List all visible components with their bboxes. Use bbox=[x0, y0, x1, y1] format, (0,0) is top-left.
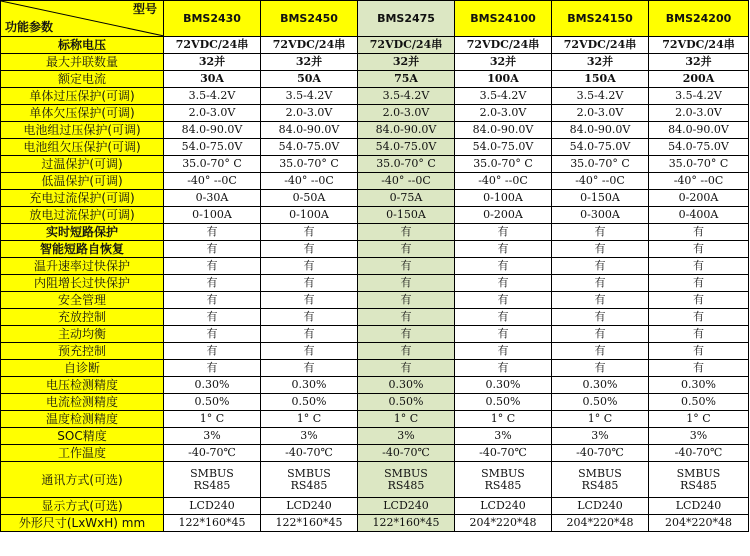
spec-cell: 54.0-75.0V bbox=[261, 139, 358, 156]
spec-cell: 有 bbox=[164, 275, 261, 292]
spec-cell: 1° C bbox=[261, 411, 358, 428]
spec-cell: 122*160*45 bbox=[358, 515, 455, 532]
spec-cell: 3% bbox=[358, 428, 455, 445]
model-header: BMS2475 bbox=[358, 1, 455, 37]
spec-row bbox=[1, 190, 749, 207]
row-label: 单体过压保护(可调) bbox=[1, 88, 164, 105]
spec-cell: SMBUS RS485 bbox=[261, 462, 358, 498]
spec-cell: 0-30A bbox=[164, 190, 261, 207]
spec-cell: SMBUS RS485 bbox=[649, 462, 749, 498]
spec-cell: 204*220*48 bbox=[455, 515, 552, 532]
spec-cell: LCD240 bbox=[552, 498, 649, 515]
spec-cell: 有 bbox=[455, 258, 552, 275]
row-label: 充放控制 bbox=[1, 309, 164, 326]
row-label: 智能短路自恢复 bbox=[1, 241, 164, 258]
spec-cell: LCD240 bbox=[164, 498, 261, 515]
spec-cell: 有 bbox=[455, 326, 552, 343]
row-label: 主动均衡 bbox=[1, 326, 164, 343]
spec-cell: SMBUS RS485 bbox=[164, 462, 261, 498]
spec-cell: SMBUS RS485 bbox=[455, 462, 552, 498]
row-label: 电池组过压保护(可调) bbox=[1, 122, 164, 139]
spec-cell: -40-70℃ bbox=[261, 445, 358, 462]
spec-cell: -40° --0C bbox=[261, 173, 358, 190]
header-row bbox=[1, 1, 749, 37]
row-label: 最大并联数量 bbox=[1, 54, 164, 71]
spec-cell: 204*220*48 bbox=[552, 515, 649, 532]
spec-cell: 有 bbox=[164, 292, 261, 309]
spec-cell: 有 bbox=[164, 326, 261, 343]
row-label: 预充控制 bbox=[1, 343, 164, 360]
row-label: 电流检测精度 bbox=[1, 394, 164, 411]
spec-cell: 72VDC/24串 bbox=[552, 37, 649, 54]
spec-cell: 50A bbox=[261, 71, 358, 88]
spec-row bbox=[1, 275, 749, 292]
spec-cell: SMBUS RS485 bbox=[358, 462, 455, 498]
spec-cell: 54.0-75.0V bbox=[358, 139, 455, 156]
spec-cell: 有 bbox=[358, 343, 455, 360]
row-label: 单体欠压保护(可调) bbox=[1, 105, 164, 122]
spec-cell: -40-70℃ bbox=[358, 445, 455, 462]
spec-cell: 35.0-70° C bbox=[261, 156, 358, 173]
row-label: 标称电压 bbox=[1, 37, 164, 54]
spec-cell: -40° --0C bbox=[164, 173, 261, 190]
spec-cell: 有 bbox=[358, 224, 455, 241]
spec-cell: LCD240 bbox=[649, 498, 749, 515]
spec-cell: 有 bbox=[552, 275, 649, 292]
spec-row bbox=[1, 462, 749, 498]
header-corner-cell bbox=[1, 1, 164, 37]
spec-cell: 3% bbox=[552, 428, 649, 445]
spec-cell: 0-150A bbox=[552, 190, 649, 207]
spec-cell: 有 bbox=[649, 326, 749, 343]
spec-cell: 1° C bbox=[358, 411, 455, 428]
spec-cell: 204*220*48 bbox=[649, 515, 749, 532]
spec-cell: 有 bbox=[649, 275, 749, 292]
spec-cell: 35.0-70° C bbox=[649, 156, 749, 173]
spec-cell: 有 bbox=[164, 241, 261, 258]
spec-cell: 有 bbox=[552, 326, 649, 343]
spec-cell: 30A bbox=[164, 71, 261, 88]
spec-row bbox=[1, 428, 749, 445]
spec-cell: 有 bbox=[455, 275, 552, 292]
spec-cell: 0.50% bbox=[552, 394, 649, 411]
spec-cell: 3.5-4.2V bbox=[261, 88, 358, 105]
row-label: 自诊断 bbox=[1, 360, 164, 377]
row-label: 安全管理 bbox=[1, 292, 164, 309]
spec-row bbox=[1, 343, 749, 360]
spec-cell: -40-70℃ bbox=[552, 445, 649, 462]
spec-cell: 0-200A bbox=[455, 207, 552, 224]
spec-cell: 72VDC/24串 bbox=[358, 37, 455, 54]
row-label: 过温保护(可调) bbox=[1, 156, 164, 173]
spec-cell: 0.30% bbox=[261, 377, 358, 394]
spec-cell: 150A bbox=[552, 71, 649, 88]
row-label: 工作温度 bbox=[1, 445, 164, 462]
spec-cell: 有 bbox=[164, 309, 261, 326]
row-label: 放电过流保护(可调) bbox=[1, 207, 164, 224]
model-header: BMS24200 bbox=[649, 1, 749, 37]
spec-cell: 0-75A bbox=[358, 190, 455, 207]
spec-cell: 122*160*45 bbox=[164, 515, 261, 532]
spec-cell: 32并 bbox=[455, 54, 552, 71]
spec-cell: -40° --0C bbox=[358, 173, 455, 190]
spec-cell: -40° --0C bbox=[455, 173, 552, 190]
spec-cell: 有 bbox=[552, 360, 649, 377]
spec-cell: 0-100A bbox=[261, 207, 358, 224]
spec-cell: 有 bbox=[552, 343, 649, 360]
spec-cell: 32并 bbox=[261, 54, 358, 71]
spec-cell: 有 bbox=[261, 241, 358, 258]
spec-cell: 32并 bbox=[358, 54, 455, 71]
spec-cell: 有 bbox=[261, 275, 358, 292]
spec-row bbox=[1, 105, 749, 122]
spec-cell: 有 bbox=[164, 224, 261, 241]
spec-row bbox=[1, 156, 749, 173]
spec-cell: 72VDC/24串 bbox=[455, 37, 552, 54]
spec-cell: 72VDC/24串 bbox=[164, 37, 261, 54]
spec-cell: 有 bbox=[649, 309, 749, 326]
spec-cell: 0-200A bbox=[649, 190, 749, 207]
spec-row bbox=[1, 88, 749, 105]
spec-cell: 有 bbox=[358, 326, 455, 343]
spec-cell: 0.30% bbox=[164, 377, 261, 394]
spec-row bbox=[1, 292, 749, 309]
spec-cell: 有 bbox=[552, 258, 649, 275]
spec-cell: -40-70℃ bbox=[649, 445, 749, 462]
spec-cell: 0.30% bbox=[552, 377, 649, 394]
spec-row bbox=[1, 54, 749, 71]
spec-cell: 有 bbox=[455, 292, 552, 309]
spec-cell: 35.0-70° C bbox=[455, 156, 552, 173]
spec-cell: 32并 bbox=[164, 54, 261, 71]
spec-cell: 54.0-75.0V bbox=[455, 139, 552, 156]
spec-cell: 有 bbox=[164, 360, 261, 377]
spec-cell: 72VDC/24串 bbox=[649, 37, 749, 54]
spec-cell: 有 bbox=[358, 360, 455, 377]
spec-cell: 有 bbox=[649, 292, 749, 309]
spec-cell: 35.0-70° C bbox=[358, 156, 455, 173]
spec-cell: 0-100A bbox=[455, 190, 552, 207]
spec-cell: 0-300A bbox=[552, 207, 649, 224]
spec-cell: 有 bbox=[261, 224, 358, 241]
spec-cell: 1° C bbox=[552, 411, 649, 428]
spec-cell: 2.0-3.0V bbox=[261, 105, 358, 122]
spec-cell: 32并 bbox=[552, 54, 649, 71]
spec-row bbox=[1, 498, 749, 515]
spec-cell: 84.0-90.0V bbox=[164, 122, 261, 139]
spec-cell: 0-150A bbox=[358, 207, 455, 224]
row-label: 电池组欠压保护(可调) bbox=[1, 139, 164, 156]
spec-cell: -40-70℃ bbox=[164, 445, 261, 462]
spec-cell: 54.0-75.0V bbox=[164, 139, 261, 156]
spec-cell: 有 bbox=[358, 241, 455, 258]
spec-cell: 100A bbox=[455, 71, 552, 88]
spec-cell: 3.5-4.2V bbox=[649, 88, 749, 105]
spec-cell: 84.0-90.0V bbox=[261, 122, 358, 139]
spec-cell: 有 bbox=[649, 343, 749, 360]
spec-cell: 72VDC/24串 bbox=[261, 37, 358, 54]
row-label: 电压检测精度 bbox=[1, 377, 164, 394]
spec-cell: 有 bbox=[358, 309, 455, 326]
spec-cell: 122*160*45 bbox=[261, 515, 358, 532]
model-header: BMS2450 bbox=[261, 1, 358, 37]
spec-cell: 35.0-70° C bbox=[164, 156, 261, 173]
row-label: 显示方式(可选) bbox=[1, 498, 164, 515]
spec-cell: 0.50% bbox=[164, 394, 261, 411]
spec-cell: 有 bbox=[164, 343, 261, 360]
row-label: 内阻增长过快保护 bbox=[1, 275, 164, 292]
spec-body bbox=[1, 37, 749, 532]
spec-cell: 有 bbox=[261, 309, 358, 326]
spec-cell: 3% bbox=[164, 428, 261, 445]
spec-row bbox=[1, 445, 749, 462]
row-label: 充电过流保护(可调) bbox=[1, 190, 164, 207]
spec-cell: 有 bbox=[552, 309, 649, 326]
spec-row bbox=[1, 71, 749, 88]
spec-cell: 有 bbox=[455, 360, 552, 377]
spec-cell: 0.30% bbox=[455, 377, 552, 394]
spec-cell: 有 bbox=[358, 275, 455, 292]
spec-cell: 有 bbox=[261, 360, 358, 377]
spec-cell: 2.0-3.0V bbox=[455, 105, 552, 122]
spec-cell: LCD240 bbox=[455, 498, 552, 515]
spec-cell: 200A bbox=[649, 71, 749, 88]
row-label: 低温保护(可调) bbox=[1, 173, 164, 190]
spec-cell: 54.0-75.0V bbox=[649, 139, 749, 156]
spec-cell: 有 bbox=[649, 360, 749, 377]
spec-cell: 35.0-70° C bbox=[552, 156, 649, 173]
spec-cell: 有 bbox=[164, 258, 261, 275]
spec-cell: 84.0-90.0V bbox=[455, 122, 552, 139]
spec-cell: 2.0-3.0V bbox=[358, 105, 455, 122]
spec-row bbox=[1, 37, 749, 54]
spec-cell: 0-100A bbox=[164, 207, 261, 224]
model-header: BMS24150 bbox=[552, 1, 649, 37]
spec-cell: 有 bbox=[649, 224, 749, 241]
spec-cell: 0.50% bbox=[358, 394, 455, 411]
spec-row bbox=[1, 207, 749, 224]
spec-cell: 3% bbox=[649, 428, 749, 445]
spec-cell: 有 bbox=[552, 292, 649, 309]
spec-cell: 3.5-4.2V bbox=[164, 88, 261, 105]
spec-cell: SMBUS RS485 bbox=[552, 462, 649, 498]
spec-cell: 1° C bbox=[164, 411, 261, 428]
spec-cell: 0.30% bbox=[649, 377, 749, 394]
spec-cell: 有 bbox=[455, 343, 552, 360]
spec-cell: 有 bbox=[455, 309, 552, 326]
spec-cell: 2.0-3.0V bbox=[649, 105, 749, 122]
corner-function-label: 功能参数 bbox=[5, 20, 54, 34]
spec-cell: 2.0-3.0V bbox=[552, 105, 649, 122]
spec-cell: 有 bbox=[261, 343, 358, 360]
spec-cell: LCD240 bbox=[358, 498, 455, 515]
spec-cell: 0.50% bbox=[649, 394, 749, 411]
spec-cell: -40° --0C bbox=[649, 173, 749, 190]
spec-cell: LCD240 bbox=[261, 498, 358, 515]
spec-cell: 有 bbox=[261, 292, 358, 309]
spec-cell: 0-50A bbox=[261, 190, 358, 207]
spec-cell: 0.50% bbox=[455, 394, 552, 411]
spec-row bbox=[1, 139, 749, 156]
spec-cell: 1° C bbox=[649, 411, 749, 428]
spec-cell: 3.5-4.2V bbox=[358, 88, 455, 105]
spec-cell: 有 bbox=[649, 241, 749, 258]
spec-row bbox=[1, 394, 749, 411]
spec-cell: 有 bbox=[649, 258, 749, 275]
spec-cell: 3.5-4.2V bbox=[552, 88, 649, 105]
row-label: 外形尺寸(LxWxH) mm bbox=[1, 515, 164, 532]
spec-cell: 2.0-3.0V bbox=[164, 105, 261, 122]
spec-cell: 有 bbox=[552, 241, 649, 258]
row-label: SOC精度 bbox=[1, 428, 164, 445]
spec-cell: 有 bbox=[261, 326, 358, 343]
row-label: 额定电流 bbox=[1, 71, 164, 88]
spec-row bbox=[1, 122, 749, 139]
spec-row bbox=[1, 224, 749, 241]
spec-cell: 有 bbox=[455, 224, 552, 241]
spec-row bbox=[1, 326, 749, 343]
corner-model-label: 型号 bbox=[132, 2, 157, 16]
spec-row bbox=[1, 309, 749, 326]
spec-row bbox=[1, 241, 749, 258]
spec-row bbox=[1, 360, 749, 377]
model-header: BMS24100 bbox=[455, 1, 552, 37]
row-label: 温升速率过快保护 bbox=[1, 258, 164, 275]
spec-row bbox=[1, 411, 749, 428]
spec-cell: 3% bbox=[455, 428, 552, 445]
spec-cell: 有 bbox=[358, 292, 455, 309]
spec-cell: 有 bbox=[358, 258, 455, 275]
row-label: 温度检测精度 bbox=[1, 411, 164, 428]
spec-cell: 54.0-75.0V bbox=[552, 139, 649, 156]
row-label: 实时短路保护 bbox=[1, 224, 164, 241]
spec-cell: 0-400A bbox=[649, 207, 749, 224]
spec-cell: 32并 bbox=[649, 54, 749, 71]
spec-cell: 75A bbox=[358, 71, 455, 88]
spec-row bbox=[1, 258, 749, 275]
spec-cell: 84.0-90.0V bbox=[552, 122, 649, 139]
spec-cell: 3% bbox=[261, 428, 358, 445]
spec-cell: 有 bbox=[261, 258, 358, 275]
spec-cell: -40° --0C bbox=[552, 173, 649, 190]
spec-cell: 0.30% bbox=[358, 377, 455, 394]
spec-cell: 84.0-90.0V bbox=[649, 122, 749, 139]
row-label: 通讯方式(可选) bbox=[1, 462, 164, 498]
spec-cell: 0.50% bbox=[261, 394, 358, 411]
spec-cell: 3.5-4.2V bbox=[455, 88, 552, 105]
spec-row bbox=[1, 377, 749, 394]
spec-row bbox=[1, 515, 749, 532]
spec-cell: 有 bbox=[552, 224, 649, 241]
spec-cell: 有 bbox=[455, 241, 552, 258]
spec-cell: 84.0-90.0V bbox=[358, 122, 455, 139]
spec-cell: -40-70℃ bbox=[455, 445, 552, 462]
spec-row bbox=[1, 173, 749, 190]
model-header: BMS2430 bbox=[164, 1, 261, 37]
spec-cell: 1° C bbox=[455, 411, 552, 428]
